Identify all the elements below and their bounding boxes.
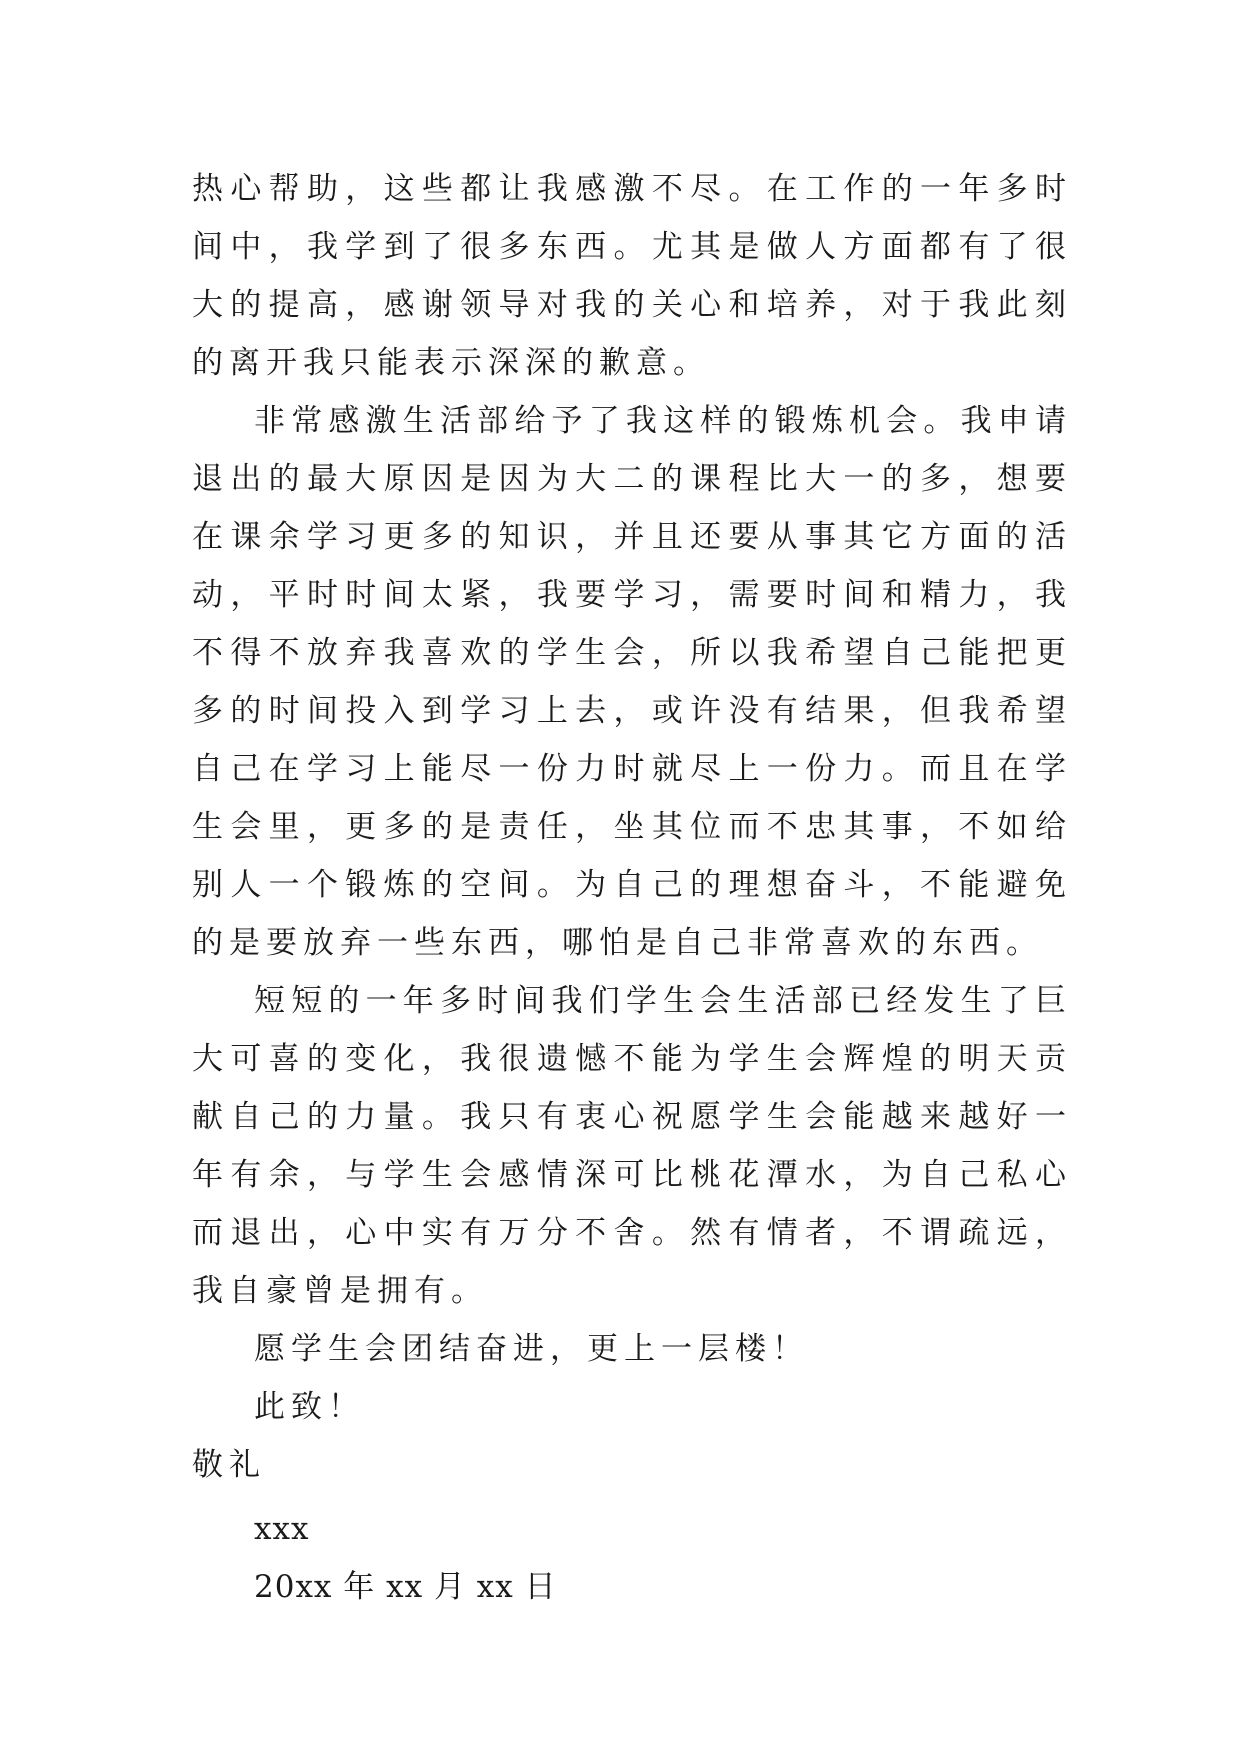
closing-regards: 敬礼 bbox=[192, 1447, 266, 1483]
paragraph-1: 热心帮助，这些都让我感激不尽。在工作的一年多时间中，我学到了很多东西。尤其是做人方面都有了很大的提高，感谢领导对我的关心和培养，对于我此刻的离开我只能表示深深的歉意。 bbox=[192, 171, 1072, 381]
signature: xxx bbox=[254, 1511, 310, 1547]
paragraph-2: 非常感激生活部给予了我这样的锻炼机会。我申请退出的最大原因是因为大二的课程比大一的多，想要在课余学习更多的知识，并且还要从事其它方面的活动，平时时间太紧，我要学习，需要时间和精力，我不得不放弃我喜欢的学生会，所以我希望自己能把更多的时间投入到学习上去，或许没有结果，但我希望自己在学习上能尽一份力时就尽上一份力。而且在学生会里，更多的是责任，坐其位而不忠其事，不如给别人一个锻炼的空间。为自己的理想奋斗，不能避免的是要放弃一些东西，哪怕是自己非常喜欢的东西。 bbox=[192, 403, 1072, 961]
date-line: 20xx 年 xx 月 xx 日 bbox=[254, 1569, 557, 1605]
wish-line: 愿学生会团结奋进，更上一层楼！ bbox=[254, 1331, 809, 1367]
closing-salutation: 此致！ bbox=[254, 1389, 365, 1425]
paragraph-3: 短短的一年多时间我们学生会生活部已经发生了巨大可喜的变化，我很遗憾不能为学生会辉煌的明天贡献自己的力量。我只有衷心祝愿学生会能越来越好一年有余，与学生会感情深可比桃花潭水，为自己私心而退出，心中实有万分不舍。然有情者，不谓疏远，我自豪曾是拥有。 bbox=[192, 983, 1072, 1309]
letter-body bbox=[192, 160, 1072, 1616]
